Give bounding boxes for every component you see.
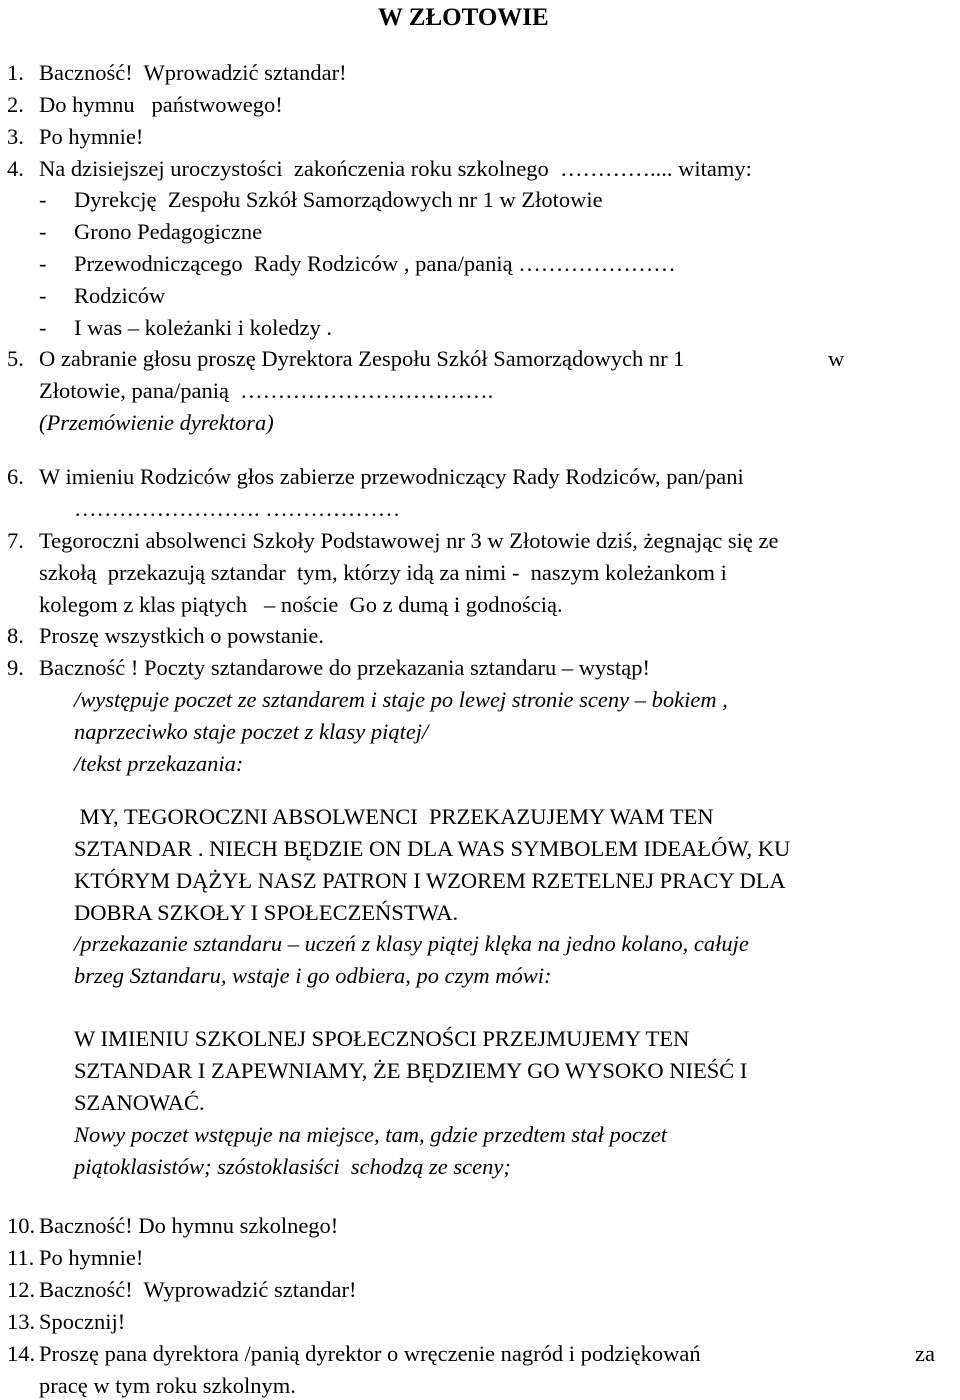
item-number: 6. [7, 464, 24, 489]
new-guard-note: piątoklasistów; szóstoklasiści schodzą ze sceny; [74, 1154, 511, 1179]
speech-line: MY, TEGOROCZNI ABSOLWENCI PRZEKAZUJEMY WAM TEN [74, 804, 714, 829]
item-6-line-1: W imieniu Rodziców głos zabierze przewodniczący Rady Rodziców, pan/pani [39, 464, 744, 489]
list-item: Po hymnie! [39, 1245, 144, 1270]
greeting-dash: - [39, 219, 47, 244]
item-7-line-1: Tegoroczni absolwenci Szkoły Podstawowej nr 3 w Złotowie dziś, żegnając się ze [39, 528, 779, 553]
list-item: Baczność! Do hymnu szkolnego! [39, 1213, 339, 1238]
item-number: 11. [7, 1245, 35, 1270]
list-item: Po hymnie! [39, 124, 144, 149]
greeting-dash: - [39, 251, 47, 276]
list-item: Do hymnu państwowego! [39, 92, 283, 117]
transfer-note: /przekazanie sztandaru – uczeń z klasy piątej klęka na jedno kolano, całuje [74, 931, 749, 956]
transfer-note: brzeg Sztandaru, wstaje i go odbiera, po czym mówi: [74, 963, 552, 988]
item-6-line-2: ……………………. ……………… [74, 496, 401, 521]
item-7-line-3: kolegom z klas piątych – noście Go z dumą i godnością. [39, 592, 563, 617]
item-number: 4. [7, 156, 24, 181]
item-number: 8. [7, 623, 24, 648]
list-item: Baczność! Wprowadzić sztandar! [39, 60, 347, 85]
item-number: 14. [7, 1341, 36, 1366]
item-5-note: (Przemówienie dyrektora) [39, 410, 274, 435]
speech-line: W IMIENIU SZKOLNEJ SPOŁECZNOŚCI PRZEJMUJEMY TEN [74, 1026, 690, 1051]
item-14-line-1: Proszę pana dyrektora /panią dyrektor o wręczenie nagród i podziękowań [39, 1341, 701, 1366]
item-number: 1. [7, 60, 24, 85]
item-5-line-1: O zabranie głosu proszę Dyrektora Zespołu Szkół Samorządowych nr 1 [39, 346, 685, 371]
list-item: Baczność! Wyprowadzić sztandar! [39, 1277, 357, 1302]
page-title: W ZŁOTOWIE [378, 4, 549, 31]
greeting-item: Przewodniczącego Rady Rodziców , pana/panią ………………… [74, 251, 676, 276]
list-item: Spocznij! [39, 1309, 126, 1334]
item-number: 13. [7, 1309, 36, 1334]
speech-line: SZTANDAR . NIECH BĘDZIE ON DLA WAS SYMBOLEM IDEAŁÓW, KU [74, 836, 791, 861]
item-7-line-2: szkołą przekazują sztandar tym, którzy idą za nimi - naszym koleżankom i [39, 560, 727, 585]
speech-line: SZTANDAR I ZAPEWNIAMY, ŻE BĘDZIEMY GO WYSOKO NIEŚĆ I [74, 1058, 748, 1083]
item-14-line-1-end: za [915, 1341, 935, 1366]
item-number: 9. [7, 655, 24, 680]
item-5-line-1-end: w [828, 346, 845, 371]
item-number: 12. [7, 1277, 36, 1302]
item-number: 7. [7, 528, 24, 553]
item-number: 5. [7, 346, 24, 371]
stage-note: naprzeciwko staje poczet z klasy piątej/ [74, 719, 429, 744]
speech-line: KTÓRYM DĄŻYŁ NASZ PATRON I WZOREM RZETELNEJ PRACY DLA [74, 868, 786, 893]
greeting-dash: - [39, 187, 47, 212]
greeting-dash: - [39, 315, 47, 340]
list-item: Baczność ! Poczty sztandarowe do przekazania sztandaru – wystąp! [39, 655, 650, 680]
item-number: 10. [7, 1213, 36, 1238]
greeting-dash: - [39, 283, 47, 308]
greeting-item: I was – koleżanki i koledzy . [74, 315, 333, 340]
greeting-item: Grono Pedagogiczne [74, 219, 263, 244]
list-item: Na dzisiejszej uroczystości zakończenia roku szkolnego ………….... witamy: [39, 156, 752, 181]
speech-line: DOBRA SZKOŁY I SPOŁECZEŃSTWA. [74, 900, 459, 925]
item-number: 2. [7, 92, 24, 117]
greeting-item: Rodziców [74, 283, 166, 308]
list-item: Proszę wszystkich o powstanie. [39, 623, 324, 648]
speech-line: SZANOWAĆ. [74, 1090, 205, 1115]
greeting-item: Dyrekcję Zespołu Szkół Samorządowych nr 1 w Złotowie [74, 187, 603, 212]
stage-note: /tekst przekazania: [74, 751, 244, 776]
item-5-line-2: Złotowie, pana/panią ……………………………. [39, 378, 494, 403]
item-14-line-2: pracę w tym roku szkolnym. [39, 1373, 296, 1398]
new-guard-note: Nowy poczet wstępuje na miejsce, tam, gdzie przedtem stał poczet [74, 1122, 668, 1147]
stage-note: /występuje poczet ze sztandarem i staje po lewej stronie sceny – bokiem , [74, 687, 728, 712]
item-number: 3. [7, 124, 24, 149]
